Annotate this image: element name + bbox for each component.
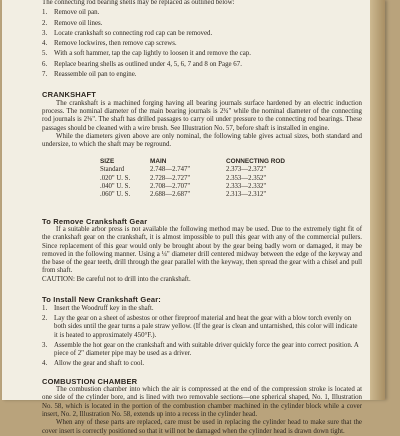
combustion-chamber-heading: COMBUSTION CHAMBER xyxy=(42,376,138,386)
list-item xyxy=(42,40,362,50)
list-item xyxy=(42,71,362,81)
table-cell: 2.313—2.312" xyxy=(226,191,267,199)
list-item xyxy=(42,315,362,340)
step-number: 4. xyxy=(42,40,48,48)
step-number: 1. xyxy=(42,9,48,17)
step-text: Insert the Woodruff key in the shaft. xyxy=(54,305,154,313)
combustion-paragraph-2: When any of these parts are replaced, care must be used in replacing the cylinder head to make sure that the cover insert is correctly positioned so that it will not be damaged when the cylinder head is drawn down tight. xyxy=(42,419,362,435)
step-text: Assemble the hot gear on the crankshaft and with suitable driver quickly force the gear into correct position. A piece of 2" diameter pipe may be used as a driver. xyxy=(54,341,359,357)
step-text: Reassemble oil pan to engine. xyxy=(54,71,137,79)
step-text: Lay the gear on a sheet of asbestos or other fireproof material and heat the gear with a blow torch evenly on both sides until the gear turns a pale straw yellow. (If the gear is clean and untarnished, this color will indicate it is heated to approximately 450°F.). xyxy=(54,315,358,339)
remove-gear-paragraph: If a suitable arbor press is not available the following method may be used. Due to the extremely tight fit of the crankshaft gear on the crankshaft, it is almost impossible to pull this gear with any of the commercial pullers. Since replacement of this gear would only be brought about by the gear being badly worn or damaged, it may be removed in the following manner. Using a ¼" diameter drill centered midway between the edge of the keyway and the base of the gear teeth, drill through the gear parallel with the keyway, then spread the gear with a chisel and pull from shaft. xyxy=(42,225,362,275)
list-item xyxy=(42,342,362,359)
crankshaft-paragraph: The crankshaft is a machined forging having all bearing journals surface hardened by an electric induction process. The nominal diameter of the main bearing journals is 2¾" while the nominal diameter of the connecting rod journals is 2⅜". The shaft has drilled passages to carry oil under pressure to the connecting rod bearings. These passages should be cleaned with a wire brush. See Illustration No. 57, before shaft is installed in engine. xyxy=(42,99,362,132)
manual-page xyxy=(2,0,385,435)
replacement-steps xyxy=(42,9,362,81)
column-header-connecting-rod: CONNECTING ROD xyxy=(226,157,285,165)
table-cell: 2.688—2.687" xyxy=(150,191,191,199)
page-content xyxy=(42,0,362,436)
crankshaft-sizes-paragraph: While the diameters given above are only nominal, the following table gives actual sizes, both standard and undersize, to which the shaft may be reground. xyxy=(42,132,362,149)
table-cell: 2.353—2.352" xyxy=(226,174,267,182)
step-number: 3. xyxy=(42,29,48,37)
remove-gear-heading: To Remove Crankshaft Gear xyxy=(42,216,148,226)
column-header-size: SIZE xyxy=(100,157,115,165)
table-row xyxy=(100,191,306,199)
table-row xyxy=(100,183,306,191)
step-text: Replace bearing shells as outlined under 4, 5, 6, 7 and 8 on Page 67. xyxy=(54,60,242,68)
list-item xyxy=(42,305,362,313)
caution-note: CAUTION: Be careful not to drill into the crankshaft. xyxy=(42,275,191,283)
crankshaft-size-table xyxy=(100,157,306,199)
table-cell: 2.748—2.747" xyxy=(150,166,191,174)
list-item xyxy=(42,20,362,30)
step-number: 6. xyxy=(42,60,48,68)
step-text: Allow the gear and shaft to cool. xyxy=(54,359,145,367)
list-item xyxy=(42,30,362,40)
step-number: 2. xyxy=(42,315,48,323)
table-row xyxy=(100,175,306,183)
table-cell: Standard xyxy=(100,166,125,174)
step-text: Remove lockwires, then remove cap screws. xyxy=(54,40,177,48)
step-number: 5. xyxy=(42,50,48,58)
crankshaft-heading: CRANKSHAFT xyxy=(42,90,97,100)
step-number: 7. xyxy=(42,71,48,79)
table-cell: .040" U. S. xyxy=(100,183,131,191)
list-item xyxy=(42,50,362,60)
step-number: 4. xyxy=(42,359,48,367)
table-cell: 2.708—2.707" xyxy=(150,183,191,191)
table-row xyxy=(100,166,306,174)
intro-line: The connecting rod bearing shells may be replaced as outlined below: xyxy=(42,0,235,6)
step-text: With a soft hammer, tap the cap lightly to loosen it and remove the cap. xyxy=(54,50,251,58)
step-text: Remove oil pan. xyxy=(54,9,100,17)
step-number: 2. xyxy=(42,19,48,27)
table-cell: 2.373—2.372" xyxy=(226,166,267,174)
step-text: Locate crankshaft so connecting rod cap can be removed. xyxy=(54,29,213,37)
table-cell: .060" U. S. xyxy=(100,191,131,199)
step-text: Remove oil lines. xyxy=(54,19,103,27)
list-item xyxy=(42,9,362,19)
table-cell: 2.333—2.332" xyxy=(226,183,267,191)
step-number: 1. xyxy=(42,305,48,313)
combustion-paragraph: The combustion chamber into which the air is compressed at the end of the compression stroke is located at one side of the cylinder bore, and is lined with two removable sections—one spherical shaped, No. 1, Illustration No. 58, which is located in the portion of the combustion chamber machined in the cylinder block while a cover insert, No. 2, Illustration No. 58, extends up into a recess in the cylinder head. xyxy=(42,386,362,419)
table-cell: .020" U. S. xyxy=(100,174,131,182)
list-item xyxy=(42,360,362,368)
install-gear-heading: To Install New Crankshaft Gear: xyxy=(42,295,162,305)
page-edge xyxy=(370,0,385,400)
table-cell: 2.728—2.727" xyxy=(150,174,191,182)
column-header-main: MAIN xyxy=(150,157,167,165)
install-steps xyxy=(42,305,362,368)
list-item xyxy=(42,61,362,71)
step-number: 3. xyxy=(42,341,48,349)
